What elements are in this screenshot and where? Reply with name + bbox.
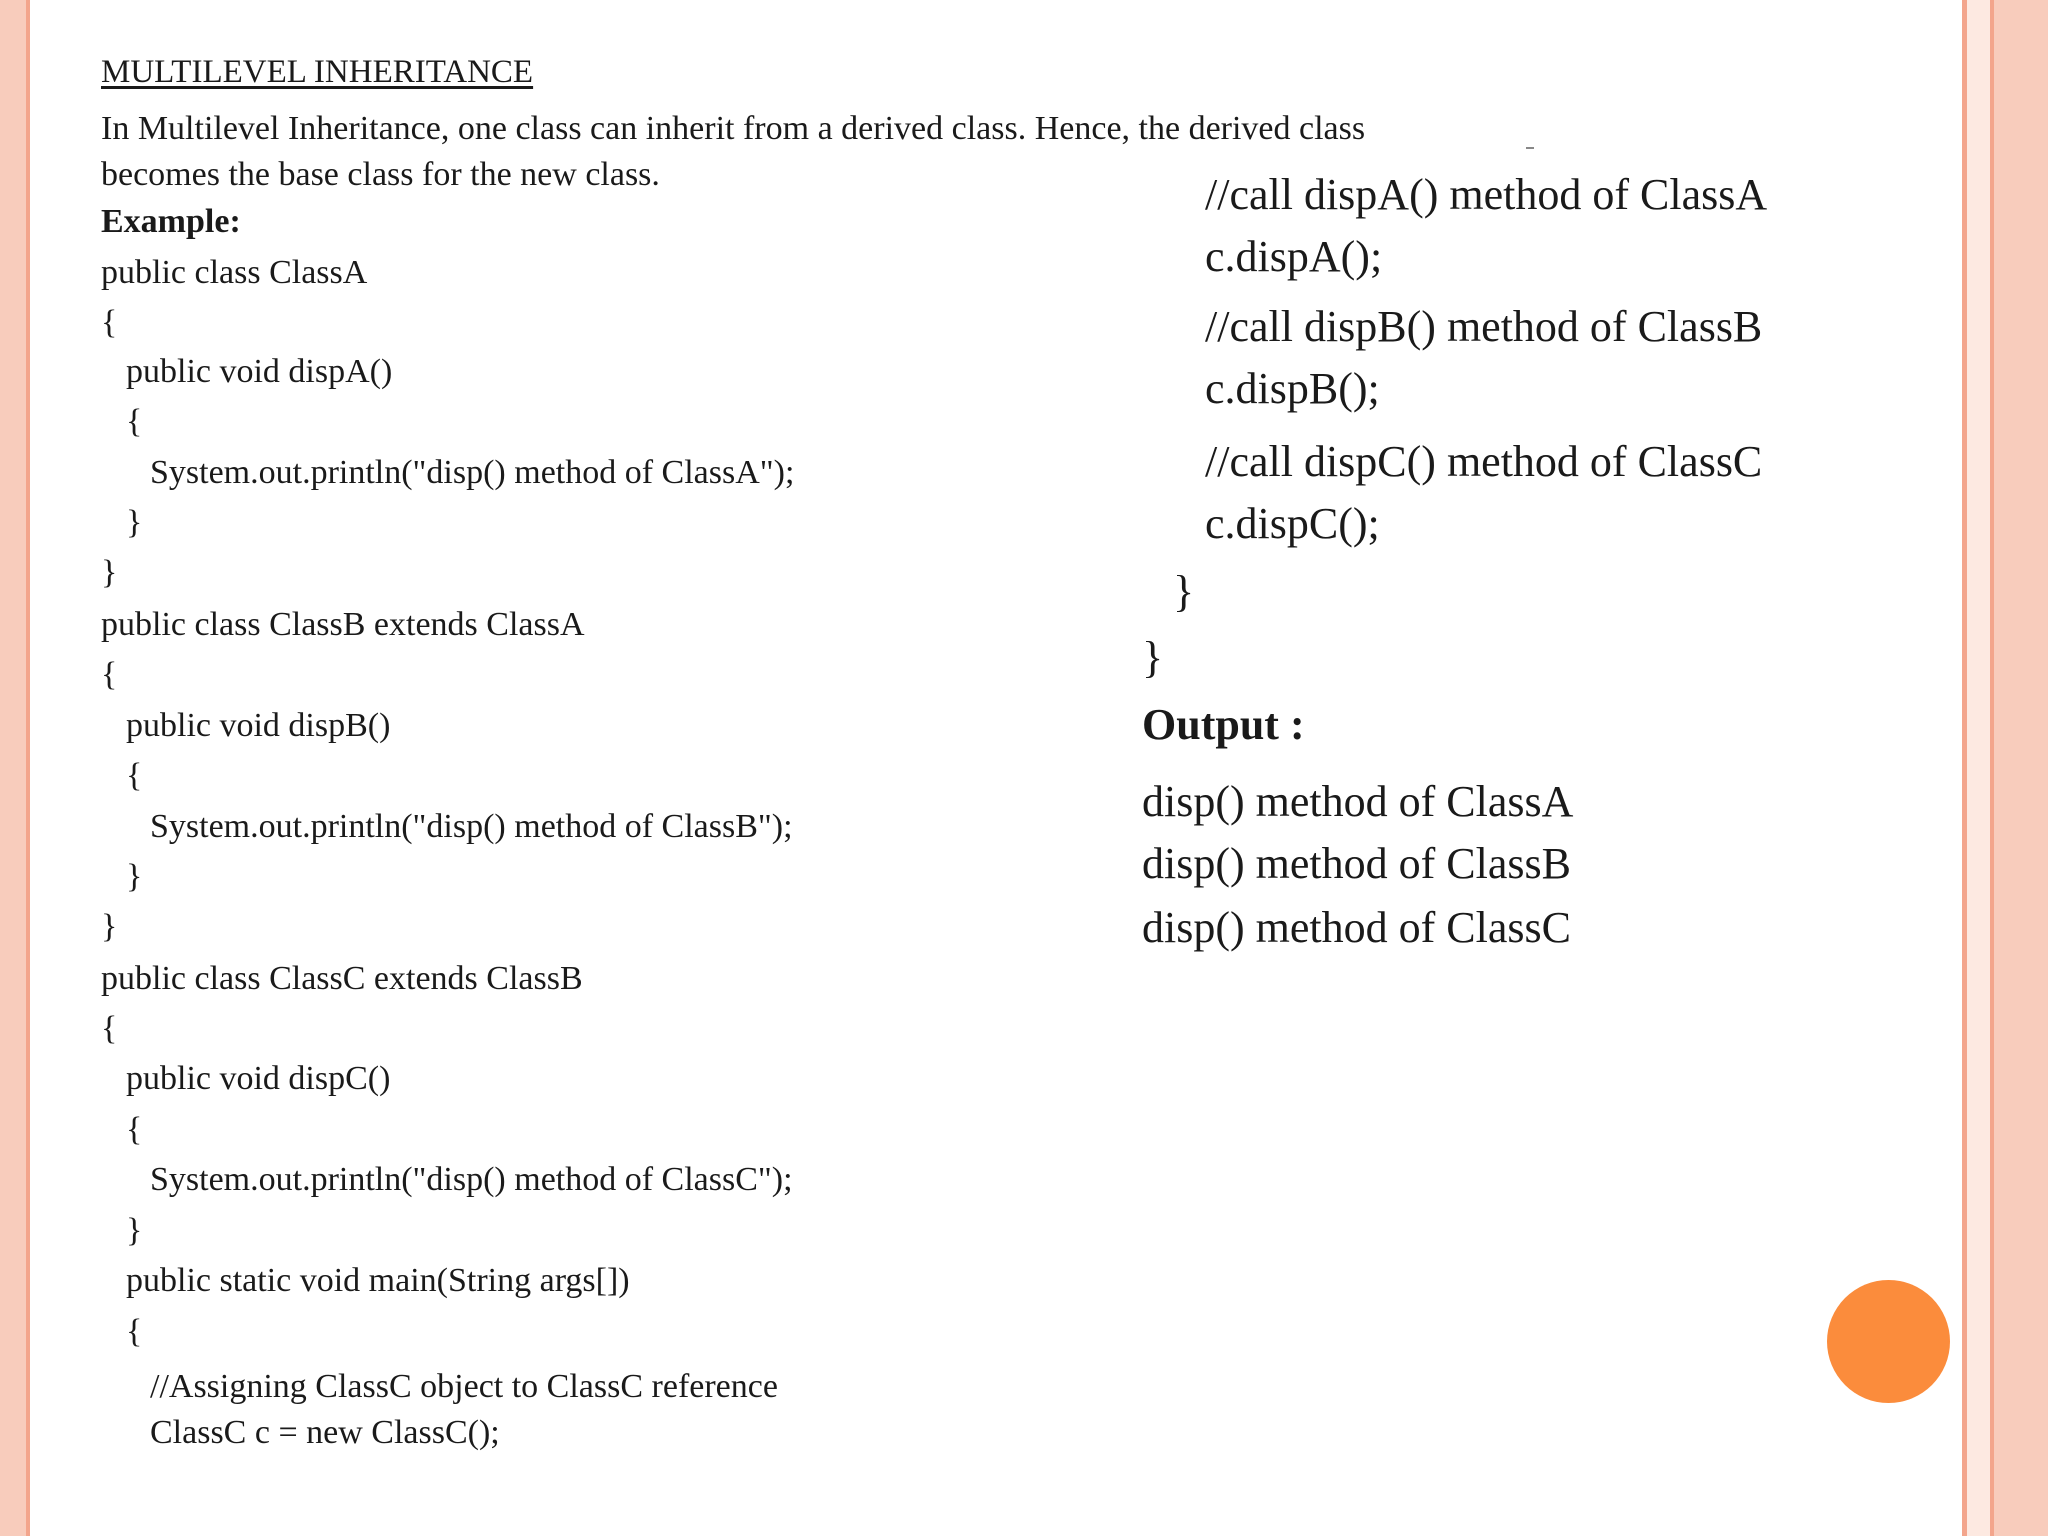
code-line: { [101, 656, 118, 693]
code-line: public class ClassB extends ClassA [101, 606, 585, 643]
code-line: } [126, 858, 143, 895]
code-line: System.out.println("disp() method of ClassB"); [150, 808, 793, 845]
code-line: } [1173, 567, 1195, 616]
code-line: public void dispA() [126, 353, 393, 390]
code-line: { [126, 1111, 143, 1148]
output-line: disp() method of ClassB [1142, 839, 1571, 888]
code-line: System.out.println("disp() method of ClassC"); [150, 1161, 793, 1198]
code-line: { [126, 403, 143, 440]
code-line: ClassC c = new ClassC(); [150, 1414, 500, 1451]
intro-line-2: becomes the base class for the new class. [101, 156, 660, 193]
slide-border-right [1967, 0, 1990, 1536]
code-line: public void dispB() [126, 707, 391, 744]
code-line: //call dispB() method of ClassB [1205, 302, 1763, 351]
code-line: //call dispA() method of ClassA [1205, 170, 1768, 219]
code-line: public void dispC() [126, 1060, 391, 1097]
output-label: Output : [1142, 700, 1305, 749]
code-line: public class ClassC extends ClassB [101, 960, 583, 997]
slide-border-left [0, 0, 26, 1536]
output-line: disp() method of ClassC [1142, 903, 1571, 952]
code-line: c.dispB(); [1205, 364, 1380, 413]
code-line: //Assigning ClassC object to ClassC reference [150, 1368, 778, 1405]
code-line: } [101, 554, 118, 591]
code-line: public static void main(String args[]) [126, 1262, 630, 1299]
slide-border-left-line [26, 0, 30, 1536]
code-line: c.dispC(); [1205, 499, 1380, 548]
example-label: Example: [101, 203, 241, 240]
code-line: c.dispA(); [1205, 232, 1383, 281]
code-line: public class ClassA [101, 254, 368, 291]
decorative-orange-circle [1827, 1280, 1950, 1403]
stray-mark [1526, 147, 1534, 149]
code-line: } [126, 504, 143, 541]
slide-border-right-outer [1994, 0, 2048, 1536]
code-line: System.out.println("disp() method of ClassA"); [150, 454, 795, 491]
code-line: { [101, 1010, 118, 1047]
slide-heading: MULTILEVEL INHERITANCE [101, 54, 534, 90]
code-line: //call dispC() method of ClassC [1205, 437, 1763, 486]
intro-line-1: In Multilevel Inheritance, one class can inherit from a derived class. Hence, the derived class [101, 110, 1366, 147]
output-line: disp() method of ClassA [1142, 777, 1574, 826]
code-line: { [126, 757, 143, 794]
code-line: } [101, 908, 118, 945]
code-line: { [101, 304, 118, 341]
code-line: } [126, 1212, 143, 1249]
code-line: { [126, 1313, 143, 1350]
code-line: } [1142, 633, 1164, 682]
